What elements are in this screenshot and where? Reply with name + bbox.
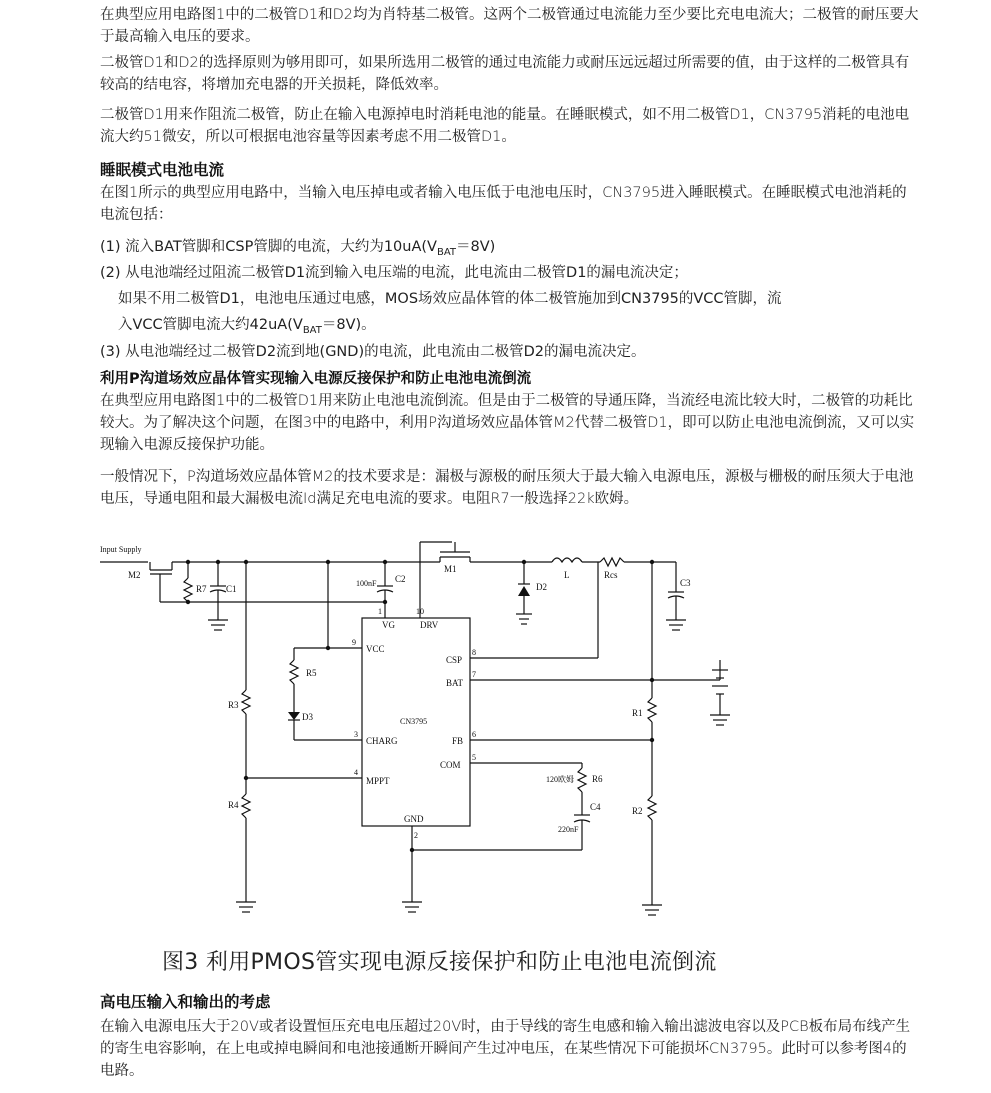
input-supply-label: Input Supply: [100, 545, 142, 554]
label-m2: M2: [128, 570, 141, 580]
pin-drv-num: 10: [416, 607, 424, 616]
pin-com-num: 5: [472, 753, 476, 762]
label-c4-value: 220nF: [558, 825, 579, 834]
pin-fb-num: 6: [472, 730, 476, 739]
pin-vg: VG: [382, 620, 395, 630]
list-item-2-continued-2: 入VCC管脚电流大约$42uA(V_{BAT}=8V)$。: [118, 317, 376, 336]
pin-gnd-num: 2: [414, 831, 418, 840]
pin-mppt-num: 4: [354, 768, 358, 777]
label-d2: D2: [536, 582, 547, 592]
label-r3: R3: [228, 700, 239, 710]
chip-name: CN3795: [400, 717, 428, 726]
pin-gnd: GND: [404, 814, 424, 824]
label-r7: R7: [196, 584, 207, 594]
pin-fb: FB: [452, 736, 464, 746]
pin-com: COM: [440, 760, 461, 770]
list-item-2-continued: 如果不用二极管D1，电池电压通过电感，MOS场效应晶体管的体二极管施加到CN3795的VCC管脚，流: [118, 291, 782, 307]
paragraph-high-voltage: 在输入电源电压大于20V或者设置恒压充电电压超过20V时，由于导线的寄生电感和输入输出滤波电容以及PCB板布局布线产生的寄生电容影响，在上电或掉电瞬间和电池接通断开瞬间产生过冲电压，在某些情况下可能损坏CN3795。此时可以参考图4的电路。: [100, 1019, 911, 1079]
list-item-1: (1) 流入BAT管脚和CSP管脚的电流，大约为$10uA(V_{BAT}=8V)$: [100, 239, 496, 258]
label-l: L: [564, 570, 570, 580]
circuit-schematic: [0, 530, 991, 930]
paragraph-diode-blocking: 二极管D1用来作阻流二极管，防止在输入电源掉电时消耗电池的能量。在睡眠模式，如不用二极管D1，CN3795消耗的电池电流大约51微安，所以可根据电池容量等因素考虑不用二极管D1。: [100, 107, 910, 145]
label-r1: R1: [632, 708, 643, 718]
heading-high-voltage: 高电压输入和输出的考虑: [100, 993, 271, 1011]
paragraph-diode-schottky: 在典型应用电路图1中的二极管D1和D2均为肖特基二极管。这两个二极管通过电流能力至少要比充电电流大；二极管的耐压要大于最高输入电压的要求。: [100, 7, 919, 45]
label-r6: R6: [592, 774, 603, 784]
heading-sleep-mode: 睡眠模式电池电流: [100, 161, 225, 179]
label-rcs: Rcs: [604, 570, 618, 580]
heading-pmos-protection: 利用P沟道场效应晶体管实现输入电源反接保护和防止电池电流倒流: [100, 371, 532, 387]
paragraph-sleep-intro: 在图1所示的典型应用电路中，当输入电压掉电或者输入电压低于电池电压时，CN3795进入睡眠模式。在睡眠模式电池消耗的电流包括：: [100, 185, 907, 223]
figure-caption: 图3 利用PMOS管实现电源反接保护和防止电池电流倒流: [162, 950, 717, 975]
paragraph-pmos-1: 在典型应用电路图1中的二极管D1用来防止电池电流倒流。但是由于二极管的导通压降，当流经电流比较大时，二极管的功耗比较大。为了解决这个问题，在图3中的电路中，利用P沟道场效应晶体管M2代替二极管D1，即可以防止电池电流倒流，又可以实现输入电源反接保护功能。: [100, 393, 915, 453]
pin-bat: BAT: [446, 678, 464, 688]
paragraph-pmos-2: 一般情况下，P沟道场效应晶体管M2的技术要求是：漏极与源极的耐压须大于最大输入电源电压，源极与栅极的耐压须大于电池电压，导通电阻和最大漏极电流Id满足充电电流的要求。电阻R7一般选择22k欧姆。: [100, 469, 914, 507]
label-d3: D3: [302, 712, 313, 722]
pin-charg: CHARG: [366, 736, 398, 746]
label-c2-value: 100nF: [356, 579, 377, 588]
label-r6-value: 120欧姆: [546, 775, 574, 784]
pin-drv: DRV: [420, 620, 439, 630]
pin-bat-num: 7: [472, 670, 476, 679]
pin-csp: CSP: [446, 655, 463, 665]
list-item-2: (2) 从电池端经过阻流二极管D1流到输入电压端的电流，此电流由二极管D1的漏电流决定；: [100, 265, 688, 281]
label-c2: C2: [395, 574, 406, 584]
list-item-3: (3) 从电池端经过二极管D2流到地(GND)的电流，此电流由二极管D2的漏电流决定。: [100, 344, 646, 360]
pin-charg-num: 3: [354, 730, 358, 739]
label-c3: C3: [680, 578, 691, 588]
label-c4: C4: [590, 802, 601, 812]
label-r5: R5: [306, 668, 317, 678]
label-c1: C1: [226, 584, 237, 594]
pin-vg-num: 1: [378, 607, 382, 616]
pin-mppt: MPPT: [366, 776, 390, 786]
pin-vcc: VCC: [366, 644, 385, 654]
paragraph-diode-selection: 二极管D1和D2的选择原则为够用即可，如果所选用二极管的通过电流能力或耐压远远超过所需要的值，由于这样的二极管具有较高的结电容，将增加充电器的开关损耗，降低效率。: [100, 55, 910, 93]
pin-csp-num: 8: [472, 648, 476, 657]
label-r2: R2: [632, 806, 643, 816]
pin-vcc-num: 9: [352, 638, 356, 647]
label-r4: R4: [228, 800, 239, 810]
label-m1: M1: [444, 564, 457, 574]
